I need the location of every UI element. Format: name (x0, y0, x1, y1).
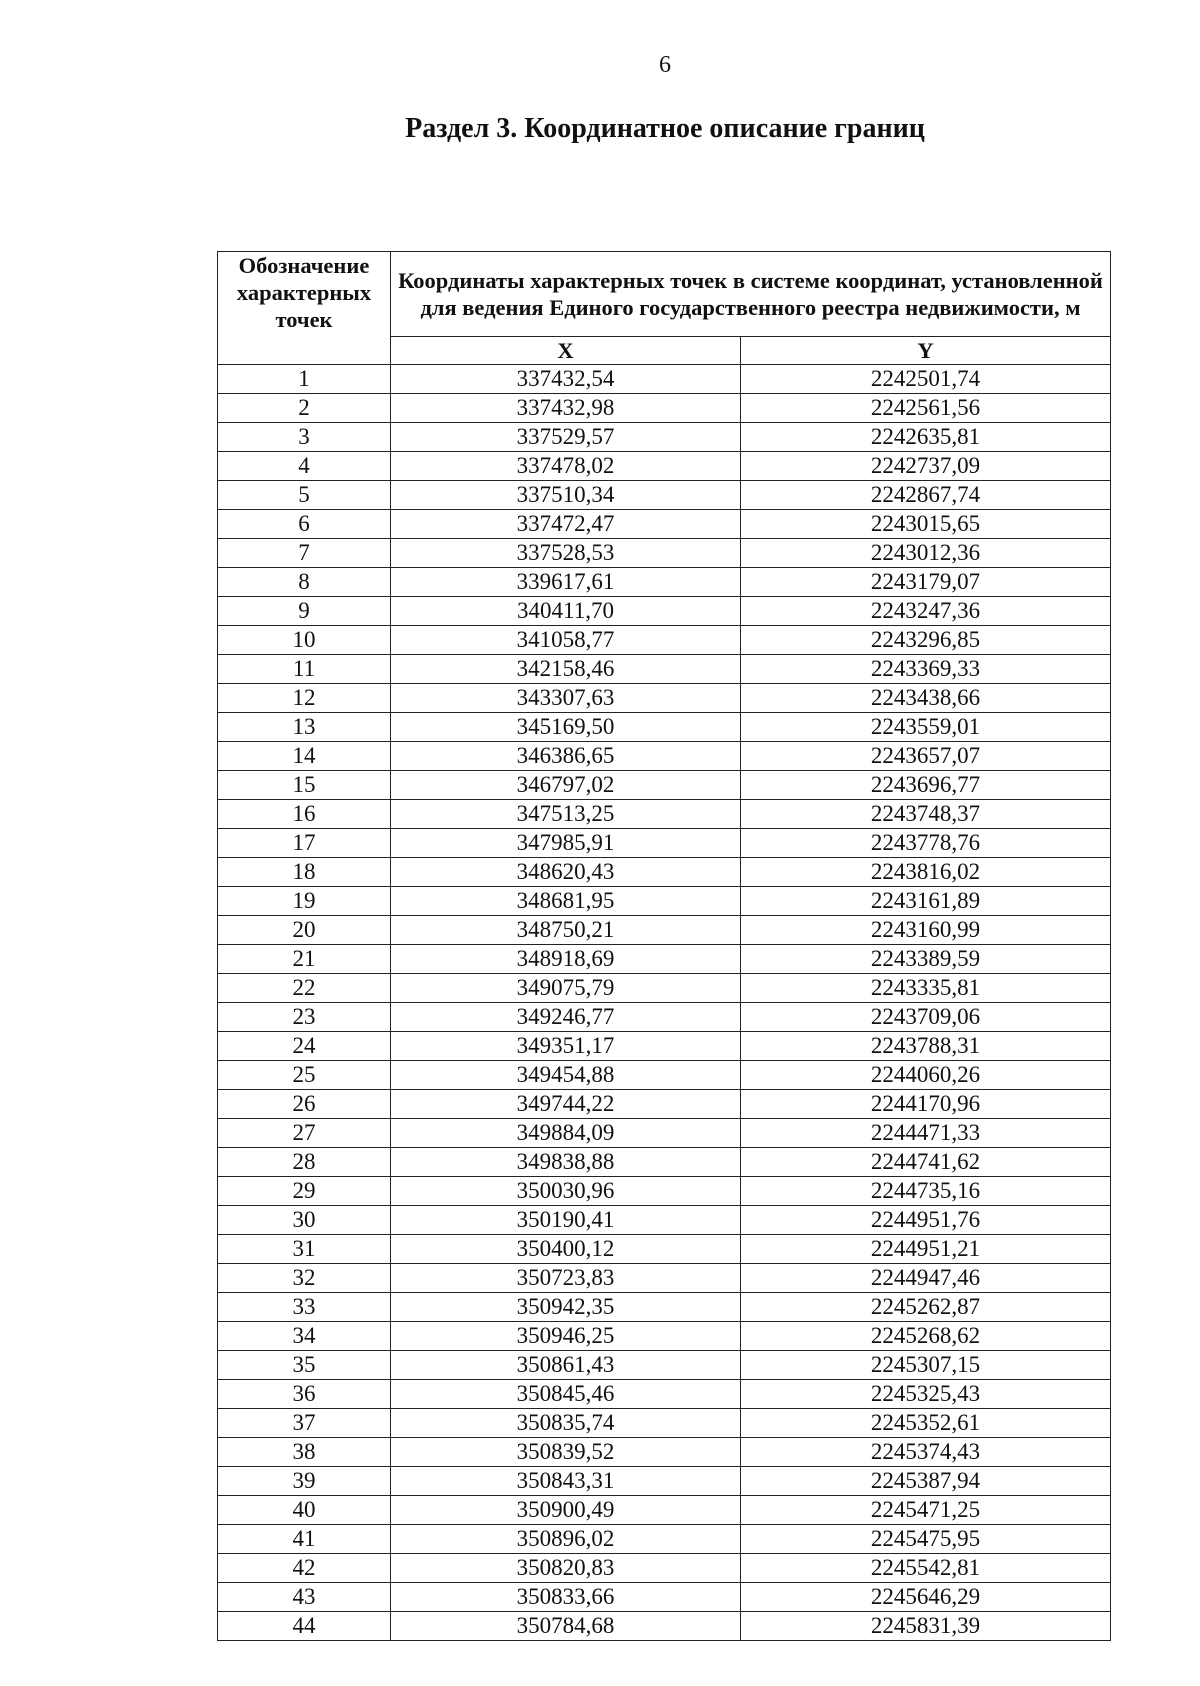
table-row (218, 684, 1111, 713)
x-coordinate-cell: 339617,61 (391, 568, 741, 597)
y-coordinate-cell: 2242561,56 (741, 394, 1111, 423)
y-coordinate-cell: 2243438,66 (741, 684, 1111, 713)
header-point-label: Обозначение характерных точек (218, 252, 391, 365)
point-number-cell: 15 (218, 771, 391, 800)
table-row (218, 626, 1111, 655)
x-coordinate-cell: 349246,77 (391, 1003, 741, 1032)
point-number-cell: 22 (218, 974, 391, 1003)
point-number-cell: 25 (218, 1061, 391, 1090)
y-coordinate-cell: 2243559,01 (741, 713, 1111, 742)
table-row (218, 481, 1111, 510)
y-coordinate-cell: 2243015,65 (741, 510, 1111, 539)
y-coordinate-cell: 2243778,76 (741, 829, 1111, 858)
point-number-cell: 35 (218, 1351, 391, 1380)
y-coordinate-cell: 2243788,31 (741, 1032, 1111, 1061)
table-row (218, 974, 1111, 1003)
y-coordinate-cell: 2245352,61 (741, 1409, 1111, 1438)
x-coordinate-cell: 350784,68 (391, 1612, 741, 1641)
y-coordinate-cell: 2243012,36 (741, 539, 1111, 568)
y-coordinate-cell: 2243160,99 (741, 916, 1111, 945)
table-row (218, 394, 1111, 423)
x-coordinate-cell: 348620,43 (391, 858, 741, 887)
y-coordinate-cell: 2244741,62 (741, 1148, 1111, 1177)
table-row (218, 1322, 1111, 1351)
point-number-cell: 14 (218, 742, 391, 771)
x-coordinate-cell: 350843,31 (391, 1467, 741, 1496)
x-coordinate-cell: 343307,63 (391, 684, 741, 713)
x-coordinate-cell: 349744,22 (391, 1090, 741, 1119)
x-coordinate-cell: 347985,91 (391, 829, 741, 858)
y-coordinate-cell: 2243179,07 (741, 568, 1111, 597)
point-number-cell: 8 (218, 568, 391, 597)
x-coordinate-cell: 350839,52 (391, 1438, 741, 1467)
point-number-cell: 12 (218, 684, 391, 713)
table-row (218, 1525, 1111, 1554)
page-number: 6 (659, 52, 671, 78)
y-coordinate-cell: 2245307,15 (741, 1351, 1111, 1380)
point-number-cell: 31 (218, 1235, 391, 1264)
x-coordinate-cell: 349351,17 (391, 1032, 741, 1061)
table-row (218, 800, 1111, 829)
table-row (218, 1119, 1111, 1148)
y-coordinate-cell: 2243161,89 (741, 887, 1111, 916)
y-coordinate-cell: 2245646,29 (741, 1583, 1111, 1612)
table-row (218, 713, 1111, 742)
x-coordinate-cell: 342158,46 (391, 655, 741, 684)
table-row (218, 597, 1111, 626)
y-coordinate-cell: 2244735,16 (741, 1177, 1111, 1206)
table-row (218, 1409, 1111, 1438)
table-row (218, 1235, 1111, 1264)
table-row (218, 829, 1111, 858)
point-number-cell: 23 (218, 1003, 391, 1032)
table-row (218, 1554, 1111, 1583)
point-number-cell: 41 (218, 1525, 391, 1554)
coordinates-table (217, 251, 1111, 1641)
x-coordinate-cell: 348681,95 (391, 887, 741, 916)
x-coordinate-cell: 350896,02 (391, 1525, 741, 1554)
table-row (218, 1148, 1111, 1177)
x-coordinate-cell: 350835,74 (391, 1409, 741, 1438)
y-coordinate-cell: 2244170,96 (741, 1090, 1111, 1119)
x-coordinate-cell: 350723,83 (391, 1264, 741, 1293)
table-row (218, 1177, 1111, 1206)
x-coordinate-cell: 350400,12 (391, 1235, 741, 1264)
x-coordinate-cell: 346386,65 (391, 742, 741, 771)
point-number-cell: 6 (218, 510, 391, 539)
x-coordinate-cell: 350190,41 (391, 1206, 741, 1235)
table-row (218, 1293, 1111, 1322)
table-row (218, 452, 1111, 481)
table-row (218, 510, 1111, 539)
x-coordinate-cell: 350946,25 (391, 1322, 741, 1351)
table-row (218, 1612, 1111, 1641)
point-number-cell: 36 (218, 1380, 391, 1409)
table-row (218, 539, 1111, 568)
x-coordinate-cell: 350030,96 (391, 1177, 741, 1206)
y-coordinate-cell: 2242867,74 (741, 481, 1111, 510)
x-coordinate-cell: 346797,02 (391, 771, 741, 800)
y-coordinate-cell: 2244947,46 (741, 1264, 1111, 1293)
table-row (218, 1003, 1111, 1032)
table-row (218, 1032, 1111, 1061)
x-coordinate-cell: 337432,54 (391, 365, 741, 394)
table-row (218, 1380, 1111, 1409)
y-coordinate-cell: 2243748,37 (741, 800, 1111, 829)
table-row (218, 1061, 1111, 1090)
x-coordinate-cell: 337478,02 (391, 452, 741, 481)
x-coordinate-cell: 337529,57 (391, 423, 741, 452)
point-number-cell: 5 (218, 481, 391, 510)
point-number-cell: 11 (218, 655, 391, 684)
y-coordinate-cell: 2242737,09 (741, 452, 1111, 481)
table-row (218, 1206, 1111, 1235)
y-coordinate-cell: 2243296,85 (741, 626, 1111, 655)
y-coordinate-cell: 2244060,26 (741, 1061, 1111, 1090)
table-row (218, 916, 1111, 945)
table-row (218, 1264, 1111, 1293)
point-number-cell: 44 (218, 1612, 391, 1641)
point-number-cell: 24 (218, 1032, 391, 1061)
x-coordinate-cell: 350942,35 (391, 1293, 741, 1322)
point-number-cell: 37 (218, 1409, 391, 1438)
y-coordinate-cell: 2244951,21 (741, 1235, 1111, 1264)
table-row (218, 771, 1111, 800)
x-coordinate-cell: 350845,46 (391, 1380, 741, 1409)
point-number-cell: 4 (218, 452, 391, 481)
point-number-cell: 10 (218, 626, 391, 655)
x-coordinate-cell: 337528,53 (391, 539, 741, 568)
point-number-cell: 18 (218, 858, 391, 887)
point-number-cell: 19 (218, 887, 391, 916)
x-coordinate-cell: 337472,47 (391, 510, 741, 539)
y-coordinate-cell: 2245268,62 (741, 1322, 1111, 1351)
header-coordinates-label: Координаты характерных точек в системе координат, установленной для ведения Единого государственного реестра недвижимости, м (391, 252, 1111, 337)
y-coordinate-cell: 2244951,76 (741, 1206, 1111, 1235)
y-coordinate-cell: 2243657,07 (741, 742, 1111, 771)
y-coordinate-cell: 2244471,33 (741, 1119, 1111, 1148)
y-coordinate-cell: 2245387,94 (741, 1467, 1111, 1496)
point-number-cell: 20 (218, 916, 391, 945)
point-number-cell: 30 (218, 1206, 391, 1235)
point-number-cell: 21 (218, 945, 391, 974)
section-title: Раздел 3. Координатное описание границ (405, 113, 925, 144)
table-row (218, 1583, 1111, 1612)
point-number-cell: 27 (218, 1119, 391, 1148)
point-number-cell: 42 (218, 1554, 391, 1583)
header-y-label: Y (741, 337, 1111, 365)
x-coordinate-cell: 350861,43 (391, 1351, 741, 1380)
y-coordinate-cell: 2245475,95 (741, 1525, 1111, 1554)
header-x-label: X (391, 337, 741, 365)
y-coordinate-cell: 2243369,33 (741, 655, 1111, 684)
y-coordinate-cell: 2242635,81 (741, 423, 1111, 452)
x-coordinate-cell: 348918,69 (391, 945, 741, 974)
table-row (218, 655, 1111, 684)
y-coordinate-cell: 2243696,77 (741, 771, 1111, 800)
point-number-cell: 38 (218, 1438, 391, 1467)
table-row (218, 365, 1111, 394)
table-row (218, 887, 1111, 916)
x-coordinate-cell: 340411,70 (391, 597, 741, 626)
y-coordinate-cell: 2243816,02 (741, 858, 1111, 887)
x-coordinate-cell: 349884,09 (391, 1119, 741, 1148)
table-row (218, 568, 1111, 597)
point-number-cell: 39 (218, 1467, 391, 1496)
x-coordinate-cell: 350900,49 (391, 1496, 741, 1525)
point-number-cell: 3 (218, 423, 391, 452)
point-number-cell: 16 (218, 800, 391, 829)
x-coordinate-cell: 349838,88 (391, 1148, 741, 1177)
y-coordinate-cell: 2243709,06 (741, 1003, 1111, 1032)
point-number-cell: 43 (218, 1583, 391, 1612)
x-coordinate-cell: 337432,98 (391, 394, 741, 423)
table-row (218, 742, 1111, 771)
x-coordinate-cell: 350820,83 (391, 1554, 741, 1583)
x-coordinate-cell: 341058,77 (391, 626, 741, 655)
point-number-cell: 33 (218, 1293, 391, 1322)
table-row (218, 1438, 1111, 1467)
table-row (218, 858, 1111, 887)
y-coordinate-cell: 2245262,87 (741, 1293, 1111, 1322)
y-coordinate-cell: 2245325,43 (741, 1380, 1111, 1409)
x-coordinate-cell: 349075,79 (391, 974, 741, 1003)
point-number-cell: 28 (218, 1148, 391, 1177)
table-row (218, 423, 1111, 452)
table-row (218, 1090, 1111, 1119)
y-coordinate-cell: 2245374,43 (741, 1438, 1111, 1467)
table-body (218, 365, 1111, 1641)
table-row (218, 1467, 1111, 1496)
point-number-cell: 13 (218, 713, 391, 742)
point-number-cell: 40 (218, 1496, 391, 1525)
point-number-cell: 26 (218, 1090, 391, 1119)
x-coordinate-cell: 348750,21 (391, 916, 741, 945)
table-row (218, 1351, 1111, 1380)
y-coordinate-cell: 2243389,59 (741, 945, 1111, 974)
point-number-cell: 7 (218, 539, 391, 568)
x-coordinate-cell: 347513,25 (391, 800, 741, 829)
point-number-cell: 32 (218, 1264, 391, 1293)
table-header (218, 252, 1111, 365)
point-number-cell: 1 (218, 365, 391, 394)
x-coordinate-cell: 345169,50 (391, 713, 741, 742)
x-coordinate-cell: 350833,66 (391, 1583, 741, 1612)
y-coordinate-cell: 2243247,36 (741, 597, 1111, 626)
table-row (218, 1496, 1111, 1525)
point-number-cell: 34 (218, 1322, 391, 1351)
point-number-cell: 17 (218, 829, 391, 858)
x-coordinate-cell: 349454,88 (391, 1061, 741, 1090)
point-number-cell: 29 (218, 1177, 391, 1206)
y-coordinate-cell: 2245831,39 (741, 1612, 1111, 1641)
point-number-cell: 2 (218, 394, 391, 423)
y-coordinate-cell: 2245471,25 (741, 1496, 1111, 1525)
x-coordinate-cell: 337510,34 (391, 481, 741, 510)
y-coordinate-cell: 2242501,74 (741, 365, 1111, 394)
y-coordinate-cell: 2243335,81 (741, 974, 1111, 1003)
table-row (218, 945, 1111, 974)
point-number-cell: 9 (218, 597, 391, 626)
y-coordinate-cell: 2245542,81 (741, 1554, 1111, 1583)
